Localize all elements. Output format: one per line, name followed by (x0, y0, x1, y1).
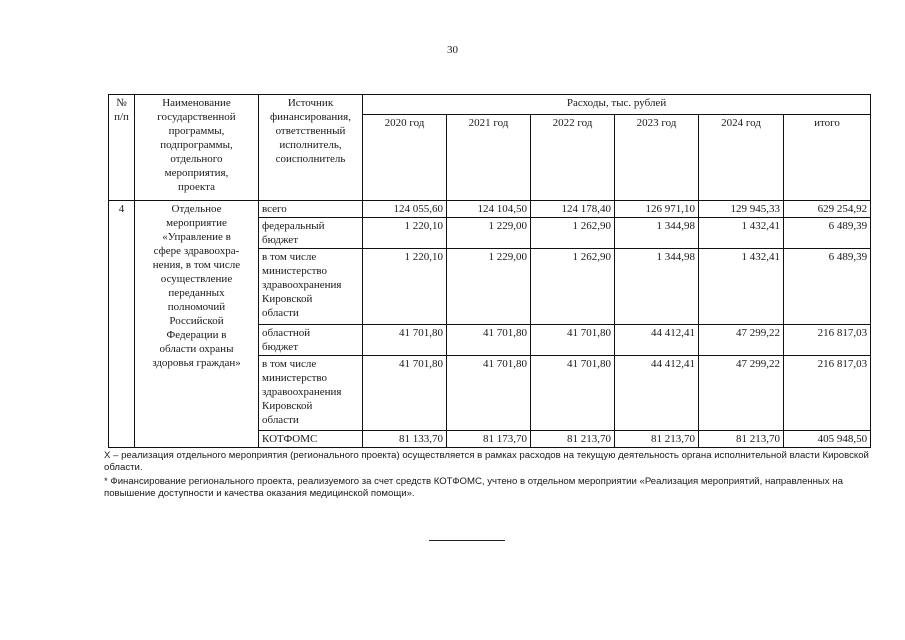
value-cell: 41 701,80 (447, 325, 531, 356)
row-source: в том числе министерство здравоохранения Кировской области (259, 249, 363, 325)
value-cell: 1 344,98 (615, 249, 699, 325)
value-cell: 124 178,40 (531, 201, 615, 218)
footnote-asterisk: * Финансирование регионального проекта, реализуемого за счет средств КОТФОМС, учтено в отдельном мероприятии «Реализация мероприятий, направленных на повышение доступности и качества оказания медицинской помощи». (104, 476, 843, 499)
value-cell: 124 055,60 (363, 201, 447, 218)
value-cell: 1 220,10 (363, 249, 447, 325)
header-row (109, 95, 871, 115)
value-cell: 81 213,70 (699, 431, 784, 448)
value-cell: 41 701,80 (531, 325, 615, 356)
value-cell: 41 701,80 (363, 325, 447, 356)
value-cell: 1 229,00 (447, 218, 531, 249)
value-cell: 1 344,98 (615, 218, 699, 249)
value-cell: 216 817,03 (784, 356, 871, 431)
value-cell: 1 220,10 (363, 218, 447, 249)
value-cell: 81 173,70 (447, 431, 531, 448)
bottom-divider (429, 540, 505, 541)
header-year-2022: 2022 год (531, 115, 615, 201)
value-cell: 129 945,33 (699, 201, 784, 218)
value-cell: 81 213,70 (531, 431, 615, 448)
value-cell: 81 213,70 (615, 431, 699, 448)
value-cell: 405 948,50 (784, 431, 871, 448)
value-cell: 1 262,90 (531, 218, 615, 249)
value-cell: 124 104,50 (447, 201, 531, 218)
row-source: областной бюджет (259, 325, 363, 356)
value-cell: 216 817,03 (784, 325, 871, 356)
footnote-x: Х – реализация отдельного мероприятия (регионального проекта) осуществляется в рамках расходов на текущую деятельность органа исполнительной власти Кировской области. (104, 450, 869, 473)
header-num: № п/п (109, 95, 135, 201)
header-year-2023: 2023 год (615, 115, 699, 201)
row-source: федеральный бюджет (259, 218, 363, 249)
header-source: Источник финансирования, ответственный исполнитель, соисполнитель (259, 95, 363, 201)
value-cell: 6 489,39 (784, 218, 871, 249)
footnotes (104, 450, 876, 502)
item-num: 4 (109, 201, 135, 448)
row-source: в том числе министерство здравоохранения Кировской области (259, 356, 363, 431)
value-cell: 44 412,41 (615, 356, 699, 431)
value-cell: 1 432,41 (699, 249, 784, 325)
header-total: итого (784, 115, 871, 201)
page-number: 30 (447, 44, 458, 56)
value-cell: 41 701,80 (531, 356, 615, 431)
header-year-2020: 2020 год (363, 115, 447, 201)
value-cell: 629 254,92 (784, 201, 871, 218)
row-source: всего (259, 201, 363, 218)
value-cell: 41 701,80 (447, 356, 531, 431)
budget-table (108, 94, 871, 448)
value-cell: 47 299,22 (699, 356, 784, 431)
value-cell: 47 299,22 (699, 325, 784, 356)
header-expenses: Расходы, тыс. рублей (363, 95, 871, 115)
value-cell: 44 412,41 (615, 325, 699, 356)
header-name: Наименование государственной программы, подпрограммы, отдельного мероприятия, проекта (135, 95, 259, 201)
value-cell: 6 489,39 (784, 249, 871, 325)
value-cell: 1 229,00 (447, 249, 531, 325)
header-year-2024: 2024 год (699, 115, 784, 201)
value-cell: 1 262,90 (531, 249, 615, 325)
table-row (109, 201, 871, 218)
value-cell: 81 133,70 (363, 431, 447, 448)
value-cell: 41 701,80 (363, 356, 447, 431)
row-source: КОТФОМС (259, 431, 363, 448)
value-cell: 1 432,41 (699, 218, 784, 249)
header-year-2021: 2021 год (447, 115, 531, 201)
value-cell: 126 971,10 (615, 201, 699, 218)
item-name: Отдельное мероприятие «Управление в сфере здравоохра- нения, в том числе осуществление переданных полномочий Российской Федерации в области охраны здоровья граждан» (135, 201, 259, 448)
